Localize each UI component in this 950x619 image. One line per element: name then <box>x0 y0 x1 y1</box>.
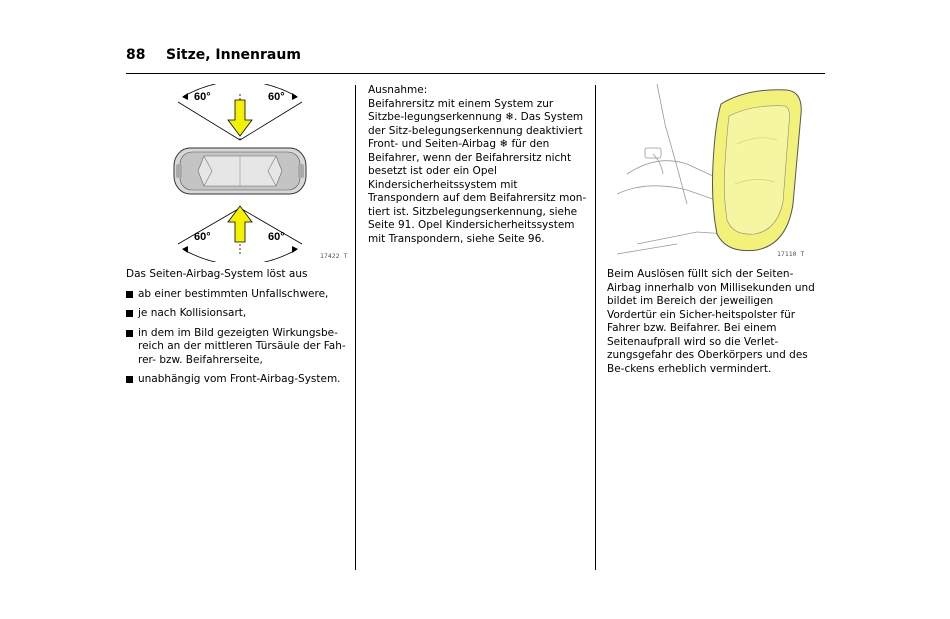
angle-label: 60° <box>268 91 285 103</box>
header-rule <box>126 73 825 74</box>
angle-label: 60° <box>268 231 285 243</box>
figure-code: 17110 T <box>777 250 805 258</box>
list-item: unabhängig vom Front-Airbag-System. <box>126 373 348 387</box>
figure-code: 17422 T <box>320 252 348 260</box>
impact-arrow-bottom <box>228 206 252 242</box>
bullet-square-icon <box>126 310 133 317</box>
airbag-zone-diagram <box>164 84 350 262</box>
bullet-square-icon <box>126 376 133 383</box>
column-divider-right <box>595 85 596 570</box>
bullet-square-icon <box>126 291 133 298</box>
column-middle-text <box>368 84 588 246</box>
list-item: ab einer bestimmten Unfallschwere, <box>126 288 348 302</box>
deployed-airbag <box>713 90 802 251</box>
bullet-list <box>126 288 348 387</box>
column-left-text <box>126 268 348 393</box>
column-right-text <box>607 268 825 376</box>
seat-outline <box>617 84 727 254</box>
car-top-view <box>174 148 306 194</box>
column-divider-left <box>355 85 356 570</box>
exception-paragraph: Ausnahme: Beifahrersitz mit einem System zur Sitzbe-legungserkennung ❄. Das System der Sitz-belegungserkennung deaktiviert Front- und Seiten-Airbag ❄ für den Beifahrer, wenn der Beifahrersitz nicht besetzt ist oder ein Opel Kindersicherheitssystem mit Transpondern auf dem Beifahrersitz mon-tiert ist. Sitzbelegungserkennung, siehe Seite 91. Opel Kindersicherheitssystem mit Transpondern, siehe Seite 96. <box>368 84 587 245</box>
impact-arrow-top <box>228 100 252 136</box>
bullet-square-icon <box>126 330 133 337</box>
angle-label: 60° <box>194 231 211 243</box>
page-header <box>126 47 826 67</box>
deployment-paragraph: Beim Auslösen füllt sich der Seiten-Airbag innerhalb von Millisekunden und bildet im Bereich der jeweiligen Vordertür ein Sicher-heitspolster für Fahrer bzw. Beifahrer. Bei einem Seitenaufprall wird so die Verlet-zungsgefahr des Oberkörpers und des Be-ckens erheblich vermindert. <box>607 268 815 375</box>
intro-text: Das Seiten-Airbag-System löst aus <box>126 268 308 280</box>
list-item: je nach Kollisionsart, <box>126 307 348 321</box>
angle-label: 60° <box>194 91 211 103</box>
page-number: 88 <box>126 47 146 63</box>
side-airbag-illustration <box>617 84 807 260</box>
section-title: Sitze, Innenraum <box>166 47 301 63</box>
list-item: in dem im Bild gezeigten Wirkungsbe-reich an der mittleren Türsäule der Fah-rer- bzw. Beifahrerseite, <box>126 327 348 368</box>
